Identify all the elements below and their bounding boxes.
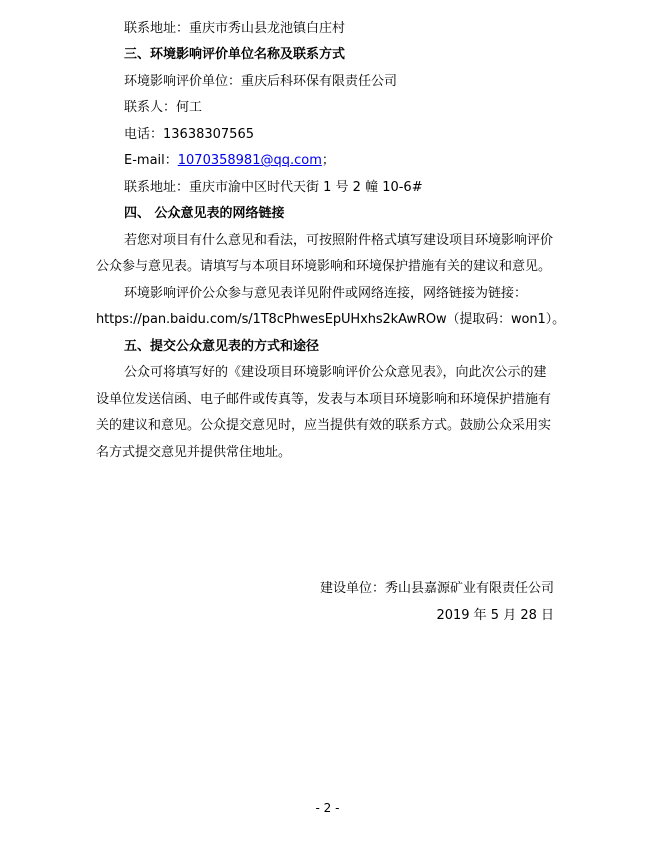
section3-heading: 三、环境影响评价单位名称及联系方式 — [124, 47, 346, 62]
para3-line2: 设单位发送信函、电子邮件或传真等，发表与本项目环境影响和环境保护措施有 — [96, 392, 552, 407]
page-number: - 2 - — [315, 801, 340, 815]
contact-person: 联系人：何工 — [124, 100, 203, 115]
eia-unit: 环境影响评价单位：重庆后科环保有限责任公司 — [124, 74, 398, 89]
para3-line3: 关的建议和意见。公众提交意见时，应当提供有效的联系方式。鼓励公众采用实 — [96, 418, 552, 433]
para1-line2: 公众参与意见表。请填写与本项目环境影响和环境保护措施有关的建议和意见。 — [96, 259, 552, 274]
para1-line1: 若您对项目有什么意见和看法，可按照附件格式填写建设项目环境影响评价 — [124, 233, 554, 248]
para3-line1: 公众可将填写好的《建设项目环境影响评价公众意见表》，向此次公示的建 — [124, 365, 547, 380]
section5-heading: 五、提交公众意见表的方式和途径 — [124, 339, 320, 354]
email-line — [124, 152, 335, 170]
signature-unit: 建设单位：秀山县嘉源矿业有限责任公司 — [319, 581, 554, 596]
contact-address-1: 联系地址：重庆市秀山县龙池镇白庄村 — [124, 21, 346, 36]
contact-address-2: 联系地址：重庆市渝中区时代天街 1 号 2 幢 10-6# — [124, 180, 423, 195]
signature-date: 2019 年 5 月 28 日 — [436, 608, 554, 623]
para2-line1: 环境影响评价公众参与意见表详见附件或网络连接，网络链接为链接： — [124, 286, 528, 301]
email-suffix: ； — [321, 153, 335, 168]
email-label: E-mail： — [124, 153, 178, 168]
phone: 电话：13638307565 — [124, 127, 254, 142]
section4-heading: 四、 公众意见表的网络链接 — [124, 206, 285, 221]
email-link[interactable]: 1070358981@qq.com — [177, 153, 322, 168]
para2-line2: https://pan.baidu.com/s/1T8cPhwesEpUHxhs2kAwROw（提取码：won1）。 — [96, 312, 566, 327]
para3-line4: 名方式提交意见并提供常住地址。 — [96, 445, 292, 460]
